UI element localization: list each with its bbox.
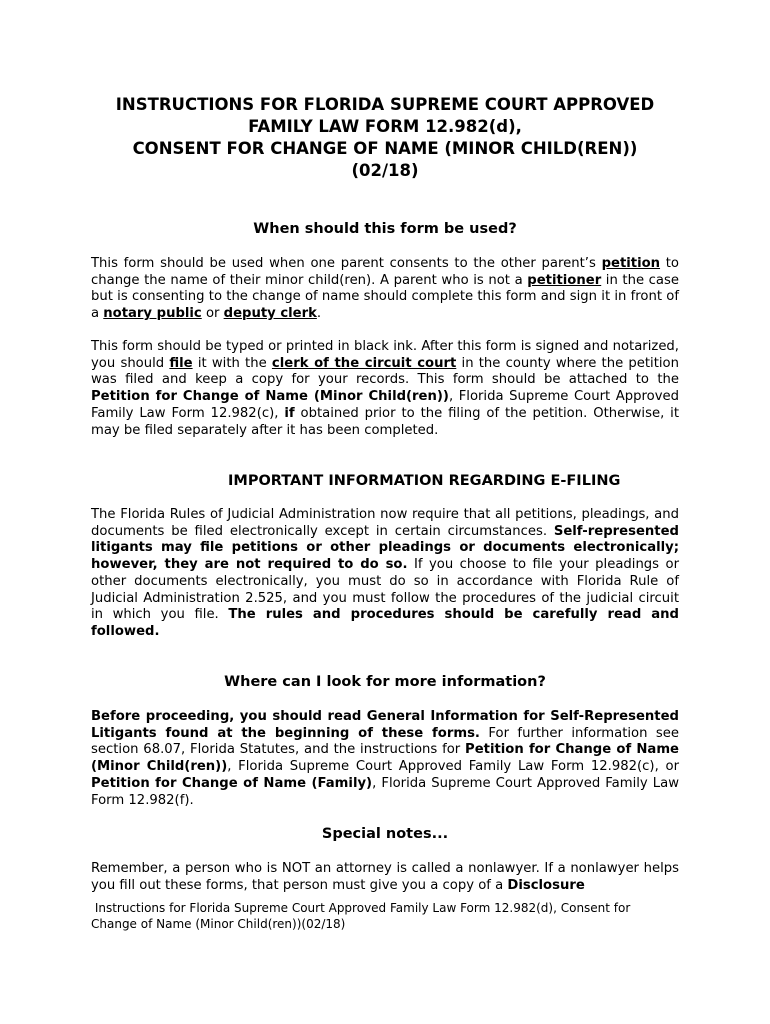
text-run: The Florida Rules of Judicial Administration now require that all petitions, pleadings, and documents be filed electronically except in certain circumstances. <box>91 507 679 539</box>
text-run: For further information see section 68.07, Florida Statutes, and the instructions for <box>91 725 680 758</box>
bold-text: Petition for Change of Name (Family) <box>91 775 373 791</box>
heading-e-filing: IMPORTANT INFORMATION REGARDING E-FILING <box>228 473 621 489</box>
footer-line-2: Change of Name (Minor Child(ren))(02/18) <box>91 916 346 931</box>
term-clerk-of-circuit-court: clerk of the circuit court <box>271 355 457 371</box>
text-run: If you choose to file your pleadings or other documents electronically, you must do so in accordance with Florida Rule of Judicial Administration 2.525, and you must follow the procedures of the judicial circuit in which you file. <box>91 557 679 623</box>
form-title-petition: Petition for Change of Name (Minor Child(ren)) <box>91 389 449 405</box>
paragraph-more-info <box>91 709 679 809</box>
page-footer <box>91 901 691 932</box>
title-line-1: INSTRUCTIONS FOR FLORIDA SUPREME COURT APPROVED <box>115 95 655 114</box>
bold-text: Self-represented litigants may file petitions or other pleadings or documents electronically; however, they are not required to do so. <box>91 523 679 573</box>
text-run: in the county where the petition was filed and keep a copy for your records. This form should be attached to the <box>91 355 679 388</box>
term-file: file <box>169 355 193 371</box>
footer-line-1: Instructions for Florida Supreme Court Approved Family Law Form 12.982(d), Consent for <box>91 901 631 915</box>
paragraph-when-used-2 <box>91 339 679 439</box>
term-notary-public: notary public <box>103 306 202 322</box>
term-petitioner: petitioner <box>527 272 602 288</box>
text-run: it with the <box>192 355 272 371</box>
text-run: , Florida Supreme Court Approved Family Law Form 12.982(f). <box>91 775 679 808</box>
heading-special-notes: Special notes... <box>321 826 449 842</box>
paragraph-special-notes <box>91 861 679 894</box>
text-run: . <box>316 306 322 322</box>
title-line-4: (02/18) <box>351 161 419 180</box>
bold-text: Petition for Change of Name (Minor Child(ren)) <box>91 742 680 775</box>
bold-text: The rules and procedures should be carefully read and followed. <box>91 607 679 639</box>
heading-when-used: When should this form be used? <box>253 221 517 237</box>
text-run: in the case but is consenting to the change of name should complete this form and sign it in front of a <box>91 272 679 322</box>
text-run: or <box>201 306 224 322</box>
term-deputy-clerk: deputy clerk <box>223 306 317 322</box>
heading-more-info: Where can I look for more information? <box>224 674 546 690</box>
bold-text: Disclosure <box>507 877 585 893</box>
text-run: , Florida Supreme Court Approved Family Law Form 12.982(c), <box>91 389 679 421</box>
term-petition: petition <box>601 256 661 271</box>
text-run: to change the name of their minor child(ren). A parent who is not a <box>91 256 679 288</box>
paragraph-when-used-1 <box>91 256 679 323</box>
text-run: This form should be used when one parent consents to the other parent’s <box>91 256 602 271</box>
text-run: obtained prior to the filing of the petition. Otherwise, it may be filed separately after it has been completed. <box>91 405 680 438</box>
text-run: , Florida Supreme Court Approved Family Law Form 12.982(c), or <box>227 759 679 775</box>
paragraph-e-filing <box>91 507 679 641</box>
term-if: if <box>284 405 295 421</box>
title-line-3: CONSENT FOR CHANGE OF NAME (MINOR CHILD(REN)) <box>132 139 638 158</box>
title-line-2: FAMILY LAW FORM 12.982(d), <box>248 117 522 136</box>
document-title <box>60 94 710 182</box>
text-run: This form should be typed or printed in black ink. After this form is signed and notarized, you should <box>91 339 679 371</box>
bold-text: Before proceeding, you should read General Information for Self-Represented Litigants found at the beginning of these forms. <box>91 709 679 741</box>
text-run: Remember, a person who is NOT an attorney is called a nonlawyer. If a nonlawyer helps you fill out these forms, that person must give you a copy of a <box>91 861 679 893</box>
